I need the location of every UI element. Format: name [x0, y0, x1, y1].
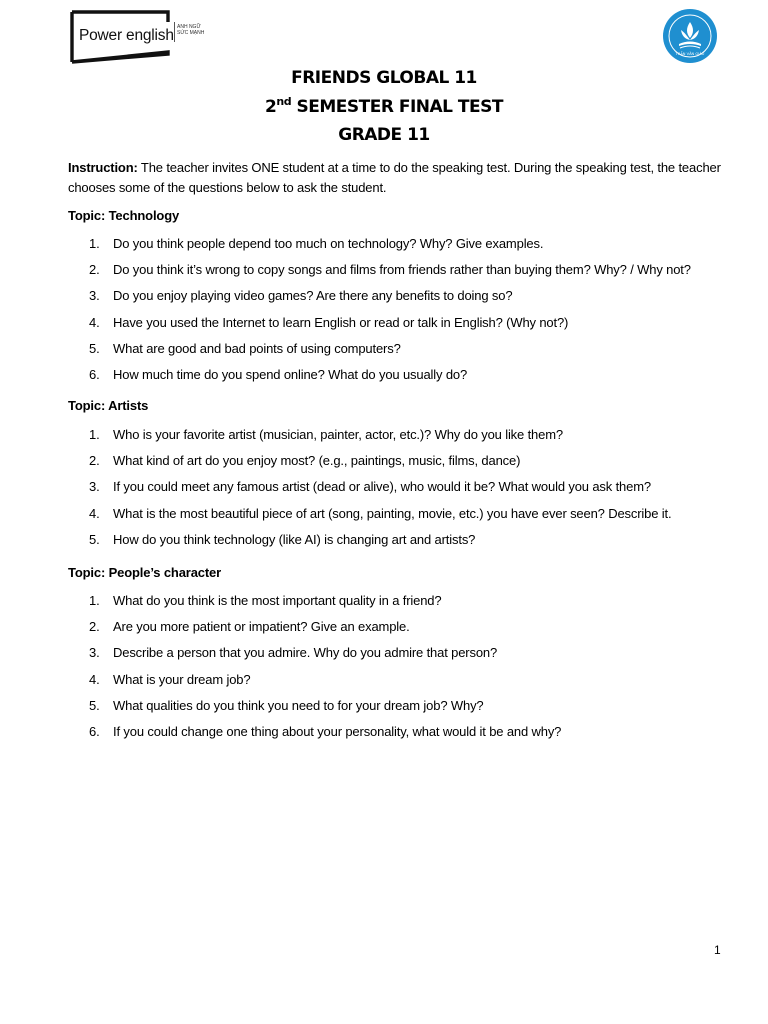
topic-heading-artists: Topic: Artists [68, 398, 149, 413]
logo-divider [174, 22, 175, 42]
list-item: 5. How do you think technology (like AI) is changing art and artists? [89, 531, 476, 547]
title-line-1: FRIENDS GLOBAL 11 [291, 68, 477, 88]
title-line-2: 2nd SEMESTER FINAL TEST [265, 94, 503, 117]
instruction-label: Instruction: [68, 160, 138, 175]
list-item: 5. What qualities do you think you need to for your dream job? Why? [89, 697, 484, 713]
instruction-paragraph [68, 158, 728, 198]
instruction-text: The teacher invites ONE student at a time to do the speaking test. During the speaking test, the teacher chooses some of the questions below to ask the student. [68, 160, 721, 195]
question-list-character [68, 591, 728, 748]
list-item: 1. Do you think people depend too much on technology? Why? Give examples. [89, 236, 544, 251]
logo-brand-text: Power english [79, 27, 174, 44]
seal-text: TRẦN VĂN GIÀU [675, 52, 705, 56]
list-item: 3. Do you enjoy playing video games? Are there any benefits to doing so? [89, 288, 513, 304]
list-item: 1. Who is your favorite artist (musician, painter, actor, etc.)? Why do you like them? [89, 427, 563, 442]
logo-tagline: ANH NGỮ SỨC MẠNH [177, 24, 205, 36]
list-item: 3. If you could meet any famous artist (dead or alive), who would it be? What would you ask them? [89, 479, 651, 495]
list-item: 6. How much time do you spend online? What do you usually do? [89, 366, 468, 382]
power-english-logo [68, 8, 208, 66]
question-list-artists [68, 425, 728, 556]
list-item: 2. Are you more patient or impatient? Give an example. [89, 619, 410, 635]
topic-heading-character: Topic: People’s character [68, 565, 222, 580]
list-item: 4. Have you used the Internet to learn English or read or talk in English? (Why not?) [89, 314, 569, 330]
list-item: 5. What are good and bad points of using computers? [89, 340, 401, 356]
list-item: 4. What is your dream job? [89, 671, 251, 687]
list-item: 3. Describe a person that you admire. Why do you admire that person? [89, 645, 498, 661]
list-item: 6. If you could change one thing about your personality, what would it be and why? [89, 723, 562, 739]
school-seal-logo [662, 8, 718, 64]
list-item: 4. What is the most beautiful piece of art (song, painting, movie, etc.) you have ever seen? Describe it. [89, 505, 672, 521]
question-list-technology [68, 234, 728, 391]
topic-heading-technology: Topic: Technology [68, 208, 180, 223]
list-item: 2. Do you think it’s wrong to copy songs and films from friends rather than buying them? Why? / Why not? [89, 262, 691, 278]
document-title [0, 64, 768, 150]
page-number: 1 [714, 943, 721, 957]
list-item: 2. What kind of art do you enjoy most? (e.g., paintings, music, films, dance) [89, 453, 521, 469]
seal-icon [662, 8, 718, 64]
list-item: 1. What do you think is the most important quality in a friend? [89, 593, 442, 608]
title-line-3: GRADE 11 [338, 125, 430, 145]
